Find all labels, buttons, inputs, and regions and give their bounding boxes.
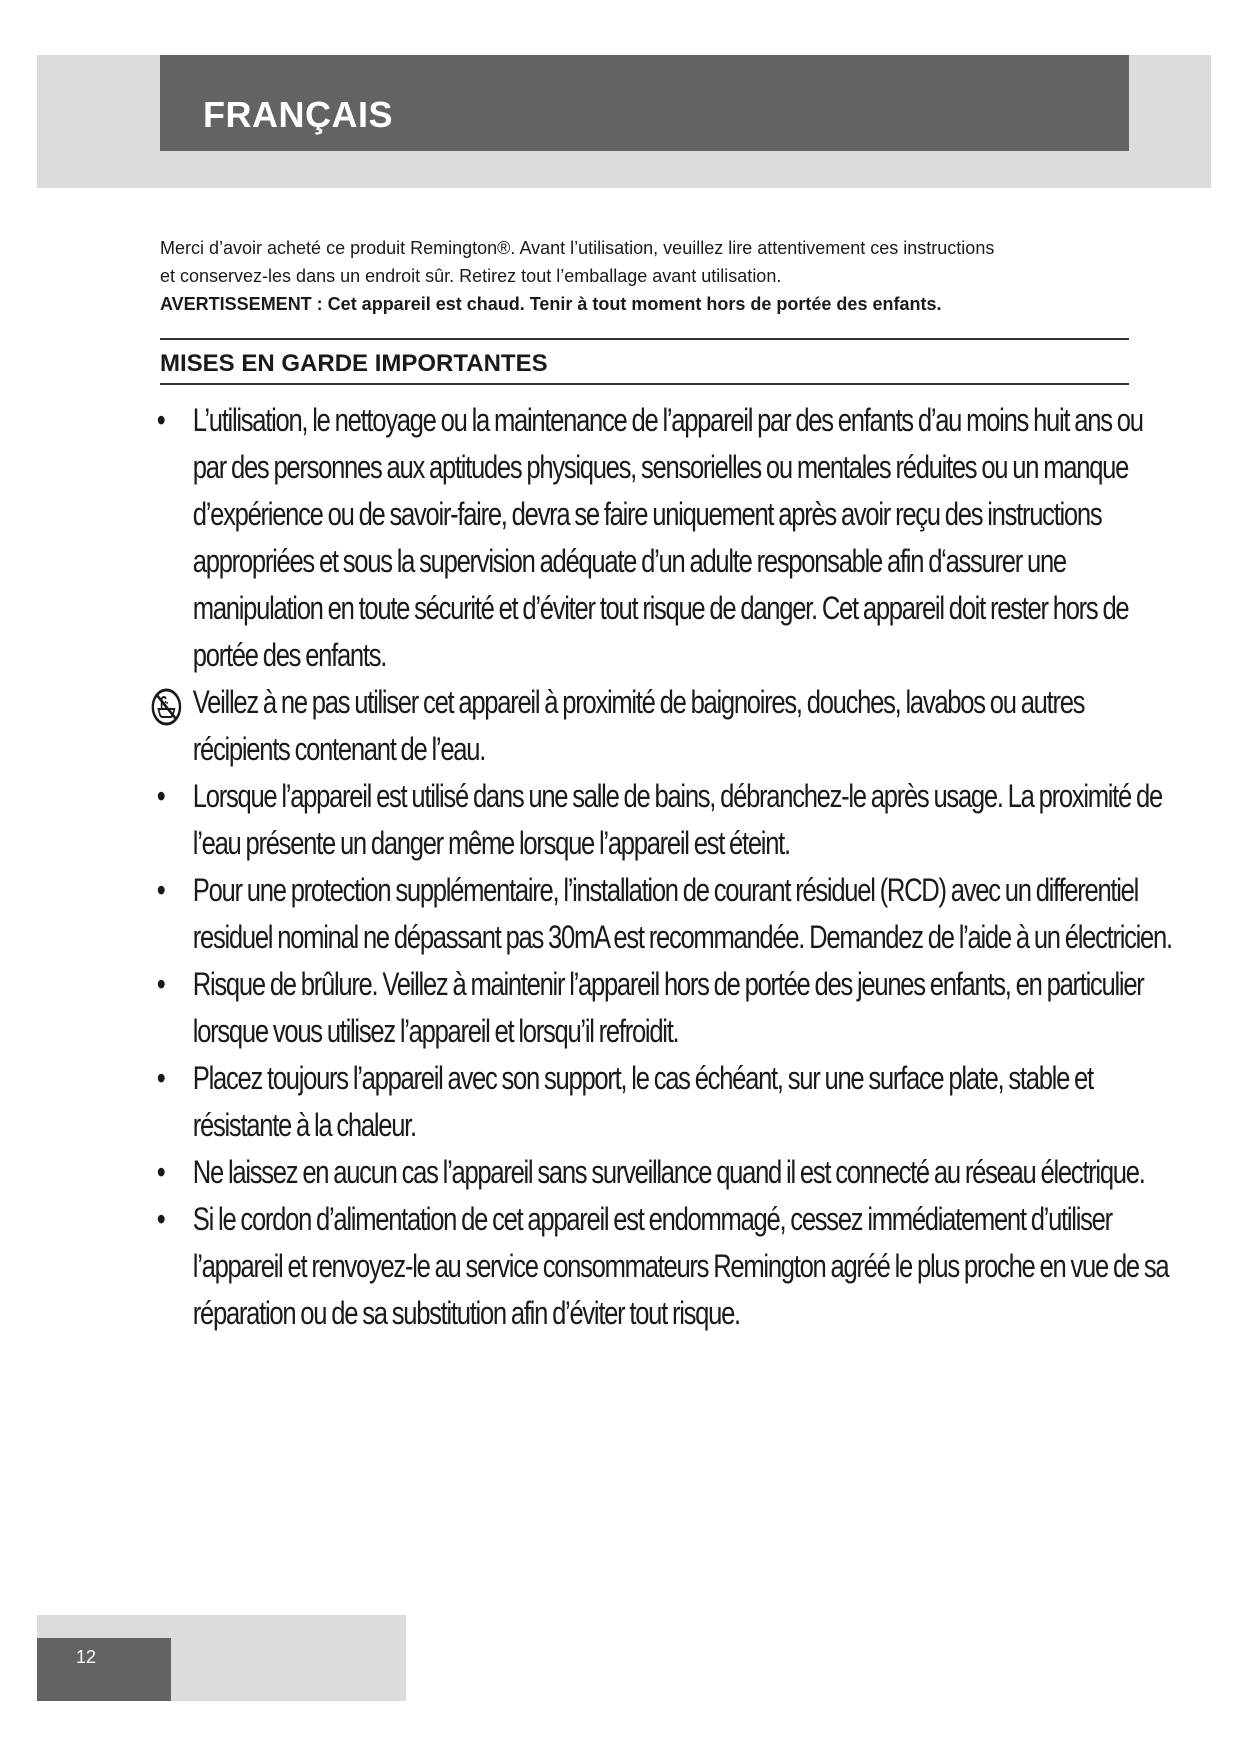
no-water-bath-icon: [150, 687, 182, 727]
bullet: •: [156, 1060, 165, 1096]
bullet: •: [156, 1201, 165, 1237]
section-rule-bottom: [160, 383, 1129, 385]
list-item: [152, 1196, 1177, 1337]
warning-text: AVERTISSEMENT : Cet appareil est chaud. Tenir à tout moment hors de portée des enfants.: [160, 294, 942, 314]
list-item-text: Pour une protection supplémentaire, l’installation de courant résiduel (RCD) avec un differentiel residuel nominal ne dépassant pas 30mA est recommandée. Demandez de l’aide à un électricien.: [192, 872, 1172, 955]
bullet: •: [156, 778, 165, 814]
bullet: •: [156, 872, 165, 908]
list-item: [152, 397, 1177, 679]
bullet: •: [156, 402, 165, 438]
list-item: [152, 1149, 1177, 1196]
intro-line-1: Merci d’avoir acheté ce produit Remington®. Avant l’utilisation, veuillez lire attentivement ces instructions: [160, 238, 995, 258]
list-item: [152, 679, 1177, 773]
list-item-text: Veillez à ne pas utiliser cet appareil à proximité de baignoires, douches, lavabos ou autres récipients contenant de l’eau.: [192, 684, 1085, 767]
list-item-text: L’utilisation, le nettoyage ou la maintenance de l’appareil par des enfants d’au moins huit ans ou par des personnes aux aptitudes physiques, sensorielles ou mentales réduites ou un manque d’expérience ou de savoir-faire, devra se faire uniquement après avoir reçu des instructions appropriées et sous la supervision adéquate d’un adulte responsable afin d‘assurer une manipulation en toute sécurité et d’éviter tout risque de danger. Cet appareil doit rester hors de portée des enfants.: [192, 402, 1143, 673]
page-number-box: [37, 1638, 171, 1701]
list-item: [152, 867, 1177, 961]
intro-block: [160, 234, 1120, 318]
list-item: [152, 961, 1177, 1055]
section-title: MISES EN GARDE IMPORTANTES: [160, 350, 548, 377]
list-item: [152, 1055, 1177, 1149]
bullet: •: [156, 1154, 165, 1190]
list-item-text: Risque de brûlure. Veillez à maintenir l’appareil hors de portée des jeunes enfants, en particulier lorsque vous utilisez l’appareil et lorsqu’il refroidit.: [192, 966, 1144, 1049]
intro-line-2: et conservez-les dans un endroit sûr. Retirez tout l’emballage avant utilisation.: [160, 266, 782, 286]
list-item-text: Ne laissez en aucun cas l’appareil sans surveillance quand il est connecté au réseau électrique.: [192, 1154, 1145, 1190]
page-number: 12: [76, 1647, 97, 1667]
section-rule-top: [160, 338, 1129, 340]
list-item-text: Lorsque l’appareil est utilisé dans une salle de bains, débranchez-le après usage. La proximité de l’eau présente un danger même lorsque l’appareil est éteint.: [192, 778, 1162, 861]
bullet: •: [156, 966, 165, 1002]
safety-list: [152, 397, 1172, 1337]
list-item-text: Placez toujours l’appareil avec son support, le cas échéant, sur une surface plate, stable et résistante à la chaleur.: [192, 1060, 1093, 1143]
language-heading: FRANÇAIS: [203, 94, 393, 135]
list-item-text: Si le cordon d’alimentation de cet appareil est endommagé, cessez immédiatement d’utiliser l’appareil et renvoyez-le au service consommateurs Remington agréé le plus proche en vue de sa réparation ou de sa substitution afin d’éviter tout risque.: [192, 1201, 1169, 1331]
list-item: [152, 773, 1177, 867]
